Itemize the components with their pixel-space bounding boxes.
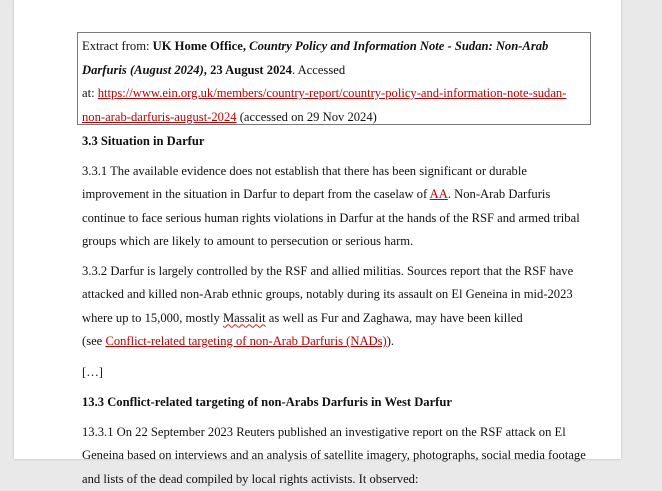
extract-date: , 23 August 2024: [204, 63, 292, 77]
extract-title: Country Policy and Information Note - Sudan: Non-Arab Darfuris (August 2024): [82, 39, 548, 77]
paragraph-3-3-1-text-end: . Non-Arab Darfuris continue to face serious human rights violations in Darfur at the hands of the RSF and armed tribal groups which are likely to amount to persecution or serious harm.: [82, 187, 580, 248]
paragraph-3-3-2-text-mid: as well as Fur and Zaghawa, may have been killed: [266, 311, 523, 325]
extract-accessed-on: (accessed on 29 Nov 2024): [237, 110, 377, 124]
paragraph-3-3-2-text: 3.3.2 Darfur is largely controlled by the RSF and allied militias. Sources report that the RSF have attacked and killed non-Arab ethnic groups, notably during its assault on El Geneina in mid-2023 where up to 15,000, mostly: [82, 264, 573, 325]
ellipsis-marker: […]: [82, 361, 594, 385]
paragraph-13-3-1: 13.3.1 On 22 September 2023 Reuters published an investigative report on the RSF attack on El Geneina based on interviews and an analysis of satellite imagery, photographs, social media footage and lists of the dead compiled by local rights activists. It observed:: [82, 421, 594, 491]
extract-org: UK Home Office,: [153, 39, 250, 53]
extract-accessed: . Accessed: [292, 63, 345, 77]
extract-url-link[interactable]: https://www.ein.org.uk/members/country-report/country-policy-and-information-note-sudan-non-arab-darfuris-august-2024: [82, 86, 566, 124]
paragraph-3-3-1: [82, 160, 594, 254]
caselaw-aa-link[interactable]: AA: [430, 187, 448, 201]
extract-prefix: Extract from:: [82, 39, 153, 53]
paragraph-3-3-2-see: (see: [82, 334, 105, 348]
document-page: [14, 0, 621, 459]
extract-citation-box: [77, 32, 591, 125]
section-heading-3-3: 3.3 Situation in Darfur: [82, 130, 594, 154]
paragraph-3-3-1-text: 3.3.1 The available evidence does not establish that there has been significant or durable improvement in the situation in Darfur to depart from the caselaw of: [82, 164, 527, 202]
paragraph-3-3-2: [82, 260, 594, 354]
paragraph-3-3-2-end: ).: [387, 334, 394, 348]
conflict-targeting-link[interactable]: Conflict-related targeting of non-Arab Darfuris (NADs): [105, 334, 386, 348]
spellcheck-word-massalit: Massalit: [223, 311, 266, 325]
document-body: [82, 130, 594, 491]
extract-at-label: at:: [82, 86, 98, 100]
section-heading-13-3: 13.3 Conflict-related targeting of non-Arabs Darfuris in West Darfur: [82, 391, 594, 415]
